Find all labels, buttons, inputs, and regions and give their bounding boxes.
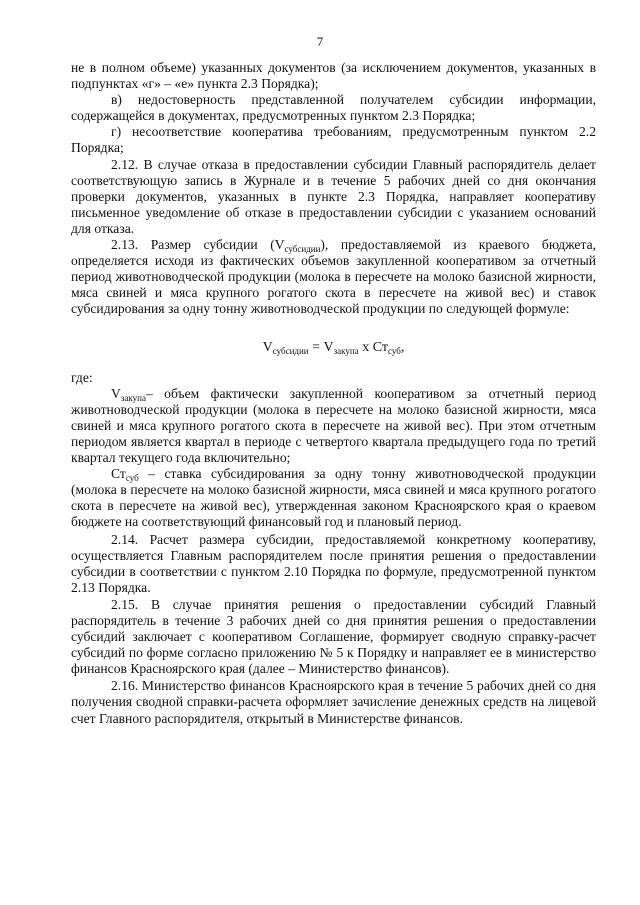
def1-subscript: закупа (120, 392, 146, 403)
paragraph-2-14: 2.14. Расчет размера субсидии, предоставляемой конкретному кооперативу, осуществляется Главным распорядителем после принятия решения о предоставлении субсидии в соответствии с пунктом 2.10 Порядка по формуле, предусмотренной пунктом 2.13 Порядка. (71, 531, 596, 595)
formula-v: V (262, 339, 273, 355)
paragraph-2-13 (71, 237, 596, 317)
def1-symbol: V (111, 385, 121, 401)
formula-sub-subscript: суб (388, 345, 401, 356)
subscript-subsidii: субсидии (284, 244, 321, 255)
paragraph-2-16: 2.16. Министерство финансов Красноярского края в течение 5 рабочих дней со дня получения сводной справки-расчета оформляет зачисление денежных средств на лицевой счет Главного распорядителя, открытый в Министерстве финансов. (71, 678, 596, 726)
definition-v-zakupa (71, 386, 596, 466)
formula-equals-v: = V (308, 339, 334, 355)
def2-text: – ставка субсидирования за одну тонну животноводческой продукции (молока в пересчете на молоко базисной жирности, мяса свиней и мяса крупного рогатого скота в пересчете на живой вес), утвержденная законом Красноярского края о краевом бюджете на соответствующий финансовый год и плановый период. (71, 466, 596, 530)
definition-st-sub (71, 466, 596, 530)
document-body (71, 60, 596, 727)
paragraph-2-15: 2.15. В случае принятия решения о предоставлении субсидий Главный распорядитель в течение 3 рабочих дней со дня принятия решения о предоставлении субсидий заключает с кооперативом Соглашение, формирует сводную справку-расчет субсидий по форме согласно приложению № 5 к Порядку и направляет ее в министерство финансов Красноярского края (далее – Министерство финансов). (71, 596, 596, 677)
formula-end: , (400, 339, 405, 355)
formula-zakupa-subscript: закупа (333, 345, 359, 356)
def2-symbol: Ст (111, 466, 126, 482)
page-number: 7 (316, 34, 324, 49)
paragraph-2-12: 2.12. В случае отказа в предоставлении субсидии Главный распорядитель делает соответствующую запись в Журнале и в течение 5 рабочих дней со дня окончания проверки документов, указанных в пункте 2.3 Порядка, направляет кооперативу письменное уведомление об отказе в предоставлении субсидии с указанием оснований для отказа. (71, 156, 596, 236)
subsidy-formula (71, 340, 596, 356)
formula-times-st: х Ст (358, 339, 389, 355)
paragraph-item-v: в) недостоверность представленной получателем субсидии информации, содержащейся в документах, предусмотренных пунктом 2.3 Порядка; (71, 92, 596, 124)
where-label: где: (71, 369, 93, 385)
paragraph-continuation: не в полном объеме) указанных документов (за исключением документов, указанных в подпунктах «г» – «е» пункта 2.3 Порядка); (71, 60, 596, 92)
def1-text: – объем фактически закупленной кооперативом за отчетный период животноводческой продукции (молока в пересчете на молоко базисной жирности, мяса свиней и мяса крупного рогатого скота в пересчете на живой вес). При этом отчетным периодом является квартал в периоде с четвертого квартала предыдущего года по третий квартал текущего года включительно; (71, 385, 596, 466)
formula-v-subscript: субсидии (272, 345, 309, 356)
paragraph-item-g: г) несоответствие кооператива требованиям, предусмотренным пунктом 2.2 Порядка; (71, 124, 596, 156)
paragraph-2-13-post: ), предоставляемой из краевого бюджета, определяется исходя из фактических объемов закупленной кооперативом за отчетный период животноводческой продукции (молока в пересчете на молоко базисной жирности, мяса свиней и мяса крупного рогатого скота в пересчете на живой вес) и ставок субсидирования за одну тонну животноводческой продукции по следующей формуле: (71, 237, 597, 317)
paragraph-2-13-pre: 2.13. Размер субсидии (V (111, 237, 285, 253)
def2-subscript: суб (125, 473, 139, 484)
